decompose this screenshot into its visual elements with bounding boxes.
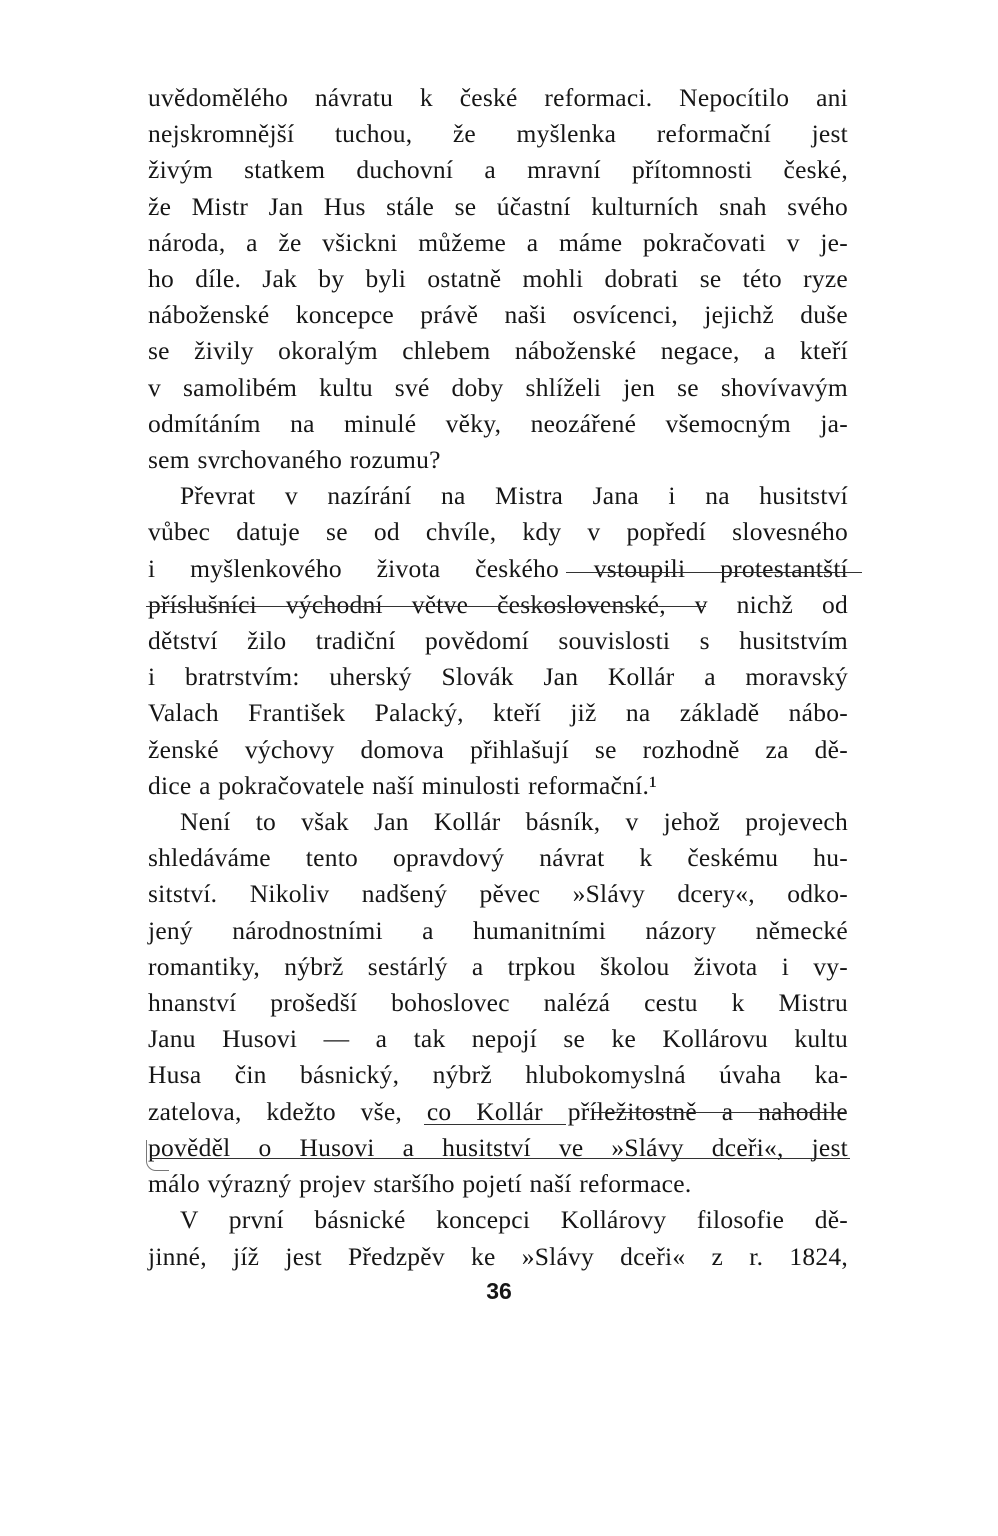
pencil-underline-mark xyxy=(594,1112,846,1113)
pencil-underline-mark xyxy=(150,1158,850,1159)
text-line: shledáváme tento opravdový návrat k českému hu- xyxy=(148,843,848,873)
text-line: Není to však Jan Kollár básník, v jehož projevech xyxy=(180,807,848,837)
text-line: Janu Husovi — a tak nepojí se ke Kollárovu kultu xyxy=(148,1024,848,1054)
text-line: ho díle. Jak by byli ostatně mohli dobrati se této ryze xyxy=(148,264,848,294)
pencil-underline-mark xyxy=(566,572,862,573)
text-line: romantiky, nýbrž sestárlý a trpkou školou života i vy- xyxy=(148,951,848,981)
text-line: uvědomělého návratu k české reformaci. Nepocítilo ani xyxy=(148,83,848,112)
pencil-underline-mark xyxy=(146,606,706,607)
text-line: jinné, jíž jest Předzpěv ke »Slávy dceři« z r. 1824, xyxy=(148,1241,848,1271)
text-line: i bratrstvím: uherský Slovák Jan Kollár a moravský xyxy=(148,662,848,692)
text-line: sitství. Nikoliv nadšený pěvec »Slávy dcery«, odko- xyxy=(148,879,848,909)
text-line: náboženské koncepce právě naši osvícenci, jejichž duše xyxy=(148,300,848,330)
text-line: i myšlenkového života českého vstoupili protestantští xyxy=(148,553,848,583)
text-line: jený národnostními a humanitními názory německé xyxy=(148,915,848,945)
text-line: živým statkem duchovní a mravní přítomnosti české, xyxy=(148,155,848,185)
text-line: příslušníci východní větve československé, v nichž od xyxy=(148,589,848,619)
text-line: dice a pokračovatele naší minulosti reformační.¹ xyxy=(148,770,657,800)
text-line: odmítáním na minulé věky, neozářené všemocným ja- xyxy=(148,408,848,438)
body-text xyxy=(148,80,848,1275)
text-line: V první básnické koncepci Kollárovy filosofie dě- xyxy=(180,1205,848,1235)
text-line: sem svrchovaného rozumu? xyxy=(148,445,441,475)
text-line: že Mistr Jan Hus stále se účastní kulturních snah svého xyxy=(148,191,848,221)
page-number: 36 xyxy=(486,1278,512,1304)
text-line: vůbec datuje se od chvíle, kdy v popředí slovesného xyxy=(148,517,848,547)
pencil-curve-mark xyxy=(146,1140,169,1171)
text-line: zatelova, kdežto vše, co Kollár příležitostně a nahodile xyxy=(148,1096,848,1126)
pencil-underline-mark xyxy=(424,1124,566,1125)
text-line: Valach František Palacký, kteří již na základě nábo- xyxy=(148,698,848,728)
text-line: se živily okoralým chlebem náboženské negace, a kteří xyxy=(148,336,848,366)
text-line: v samolibém kultu své doby shlíželi jen se shovívavým xyxy=(148,372,848,402)
text-line: nejskromnější tuchou, že myšlenka reformační jest xyxy=(148,119,848,149)
text-line: národa, a že všickni můžeme a máme pokračovati v je- xyxy=(148,227,848,257)
text-line: ženské výchovy domova přihlašují se rozhodně za dě- xyxy=(148,734,848,764)
text-line: hnanství prošedší bohoslovec nalézá cestu k Mistru xyxy=(148,988,848,1018)
text-line: Husa čin básnický, nýbrž hlubokomyslná úvaha ka- xyxy=(148,1060,848,1090)
text-line: pověděl o Husovi a husitství ve »Slávy dceři«, jest xyxy=(148,1132,848,1162)
text-line: dětství žilo tradiční povědomí souvislosti s husitstvím xyxy=(148,626,848,656)
text-line: Převrat v nazírání na Mistra Jana i na husitství xyxy=(180,481,848,511)
text-line: málo výrazný projev staršího pojetí naší reformace. xyxy=(148,1169,692,1199)
